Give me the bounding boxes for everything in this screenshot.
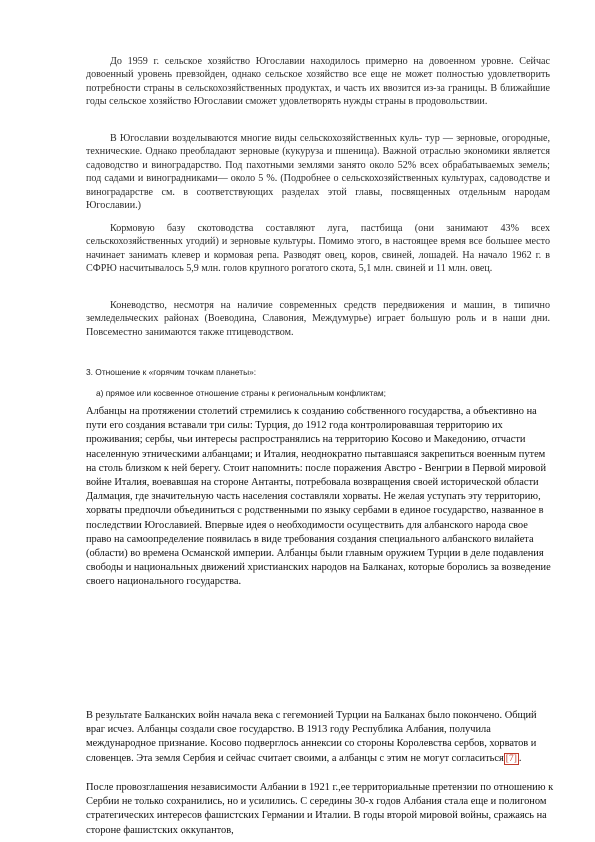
- section-heading: 3. Отношение к «горячим точкам планеты»:: [86, 367, 257, 377]
- paragraph-livestock: Кормовую базу скотоводства составляют луга, пастбища (они занимают 43% всех сельскохозяйственных угодий) и зерновые культуры. Помимо этого, в настоящее время все большее место начинает занимать клевер и кормовая репа. Разводят овец, коров, свиней, лошадей. На начало 1962 г. в СФРЮ насчитывалось 5,9 млн. голов крупного рогатого скота, 5,1 млн. свиней и 11 млн. овец.: [86, 223, 550, 275]
- paragraph-balkan-wars-text: В результате Балканских войн начала века с гегемонией Турции на Балканах было покончено. Общий враг исчез. Албанцы создали свое государство. В 1913 году Республика Албания, получила международное признание. Косово подверглось аннексии со стороны Королевства сербов, хорватов и словенцев. Эта земля Сербия и сейчас считает своими, а албанцы с этим не могут согласиться: [86, 710, 537, 764]
- footnote-trailing-period: .: [518, 752, 522, 764]
- section-subheading: а) прямое или косвенное отношение страны к региональным конфликтам;: [96, 388, 386, 398]
- paragraph-agriculture-level: До 1959 г. сельское хозяйство Югославии находилось примерно на довоенном уровне. Сейчас довоенный уровень превзойден, однако сельское хозяйство все еще не может полностью удовлетворить потребности страны в сельскохозяйственных продуктах, и часть их ввозится из-за границы. В ближайшие годы сельское хозяйство Югославии сможет удовлетворять нужды страны в продовольствии.: [86, 56, 550, 108]
- paragraph-albanians-history: Албанцы на протяжении столетий стремились к созданию собственного государства, а объективно на пути его создания вставали три силы: Турция, до 1912 года контролировавшая территорию их проживания; сербы, чьи интересы распространялись на территорию Косово и Македонию, отчасти населенную этническими албанцами; и Италия, неоднократно пытавшаяся закрепиться военным путем на столь близком к ней берегу. Стоит напомнить: после поражения Австро - Венгрии в Первой мировой войне Италия, воевавшая на стороне Антанты, потребовала возвращения своей исторической области Далмация, где значительную часть населения составляли хорваты. Не желая уступать эту территорию, хорваты предпочли объединиться с родственными по языку сербами в единое государство, названное в последствии Югославией. Впервые идея о необходимости осуществить для албанского народа свое право на самоопределение появилась в виде требования создания специального албанского вилайета (области) во времена Османской империи. Албанцы были главным оружием Турции в деле подавления свободы и национальных движений христианских народов на Балканах, которые боролись за возведение своего национального государства.: [86, 406, 551, 588]
- footnote-link[interactable]: [7]: [505, 753, 517, 764]
- paragraph-crops: В Югославии возделываются многие виды сельскохозяйственных куль- тур — зерновые, огородные, технические. Однако преобладают зерновые (кукуруза и пшеница). Важной отраслью экономики является садоводство и виноградарство. Под пахотными землями занято около 52% всех обрабатываемых земель; под садами и виноградниками— около 5 %. (Подробнее о сельскохозяйственных культурах, садоводстве и виноградарстве см. в соответствующих разделах этой главы, посвященных отдельным народам Югославии.): [86, 133, 550, 212]
- paragraph-balkan-wars: [86, 709, 554, 766]
- paragraph-independence: После провозглашения независимости Албании в 1921 г.,ее территориальные претензии по отношению к Сербии не только сохранились, но и усилились. С середины 30-х годов Албания стала еще и полигоном стратегических интересов фашистских Германии и Италии. В годы второй мировой войны, сражаясь на стороне фашистских оккупантов,: [86, 782, 554, 836]
- paragraph-horse-breeding: Коневодство, несмотря на наличие современных средств передвижения и машин, в типично земледельческих районах (Воеводина, Славония, Междумурье) играет большую роль и в наши дни. Повсеместно занимаются также птицеводством.: [86, 300, 550, 338]
